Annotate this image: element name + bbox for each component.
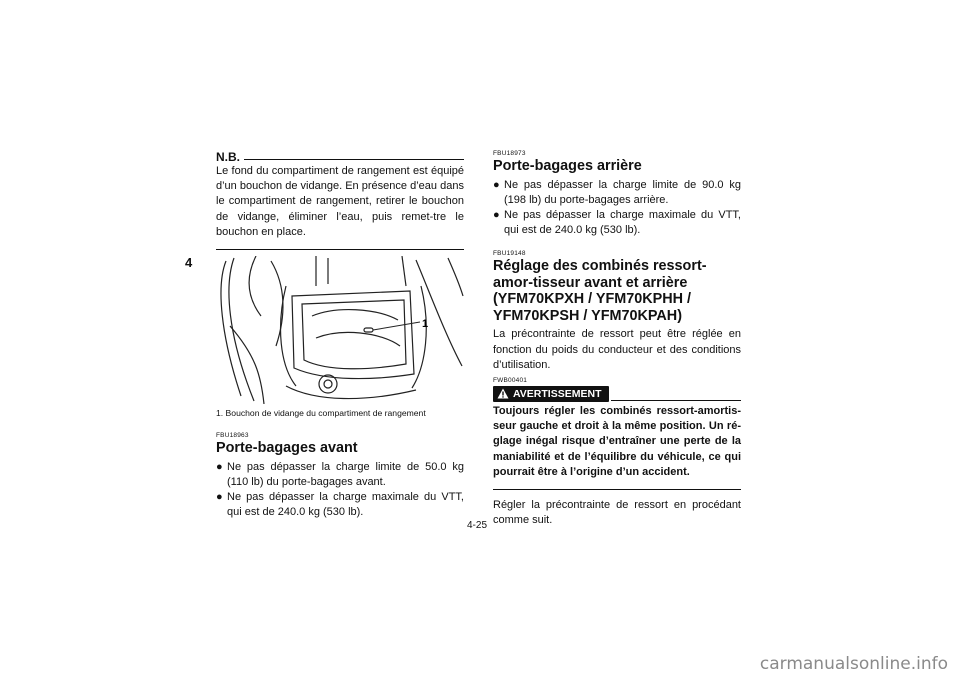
figure-callout: 1: [422, 318, 429, 331]
note-text: Le fond du compartiment de rangement est équipé d’un bouchon de vidange. En présence d’eau dans le compartiment de rangement, retirer le bouchon de vidange, éliminer l’eau, puis remet-tre le bouchon en place.: [216, 165, 464, 238]
closing-text: Régler la précontrainte de ressort en procédant comme suit.: [493, 498, 741, 527]
storage-compartment-illustration: [216, 256, 464, 404]
shock-text: La précontrainte de ressort peut être réglée en fonction du poids du conducteur et des conditions d’utilisation.: [493, 328, 741, 371]
chapter-number: 4: [185, 255, 193, 270]
shock-title: Réglage des combinés ressort-amor-tisseur avant et arrière (YFM70KPXH / YFM70KPHH / YFM70KPSH / YFM70KPAH): [493, 258, 707, 324]
bullet-icon: ●: [216, 490, 223, 503]
rear-rack-list: [493, 178, 741, 239]
bullet-icon: ●: [216, 460, 223, 473]
front-rack-list: [216, 460, 464, 521]
warning-label: AVERTISSEMENT: [513, 387, 602, 400]
rear-rack-code: FBU18973: [493, 150, 526, 157]
list-item: ● Ne pas dépasser la charge maximale du VTT, qui est de 240.0 kg (530 lb).: [493, 208, 741, 237]
note-rule: [244, 159, 464, 160]
warning-end-rule: [493, 489, 741, 490]
warning-header: [493, 386, 741, 402]
storage-compartment-figure: [216, 256, 464, 404]
warning-text: Toujours régler les combinés ressort-amortis-seur gauche et droit à la même position. Un ré-glage inégal risque d’entraîner une perte de la maniabilité et de l’équilibre du véhicule, ce qui pourrait être à l’origine d’un accident.: [493, 404, 741, 478]
list-item: ● Ne pas dépasser la charge limite de 90.0 kg (198 lb) du porte-bagages arrière.: [493, 178, 741, 206]
watermark: carmanualsonline.info: [759, 654, 948, 674]
note-header: [216, 150, 464, 164]
front-rack-code: FBU18963: [216, 432, 249, 440]
shock-code: FBU19148: [493, 250, 526, 258]
warning-triangle-icon: [497, 388, 509, 399]
warning-code: FWB00401: [493, 376, 528, 384]
note-end-rule: [216, 249, 464, 250]
warning-rule: [611, 400, 741, 401]
warning-badge: [493, 386, 609, 402]
front-rack-title: Porte-bagages avant: [216, 440, 358, 457]
list-item: ● Ne pas dépasser la charge limite de 50.0 kg (110 lb) du porte-bagages avant.: [216, 460, 464, 488]
bullet-icon: ●: [493, 178, 500, 191]
note-label: N.B.: [216, 150, 240, 164]
figure-caption: 1. Bouchon de vidange du compartiment de rangement: [216, 408, 426, 419]
list-item: ● Ne pas dépasser la charge maximale du VTT, qui est de 240.0 kg (530 lb).: [216, 490, 464, 519]
drain-plug-shape: [364, 328, 373, 332]
page-number: 4-25: [467, 520, 488, 531]
bullet-icon: ●: [493, 208, 500, 221]
rear-rack-title: Porte-bagages arrière: [493, 158, 642, 174]
right-column: [493, 150, 741, 528]
left-column: [216, 150, 464, 520]
